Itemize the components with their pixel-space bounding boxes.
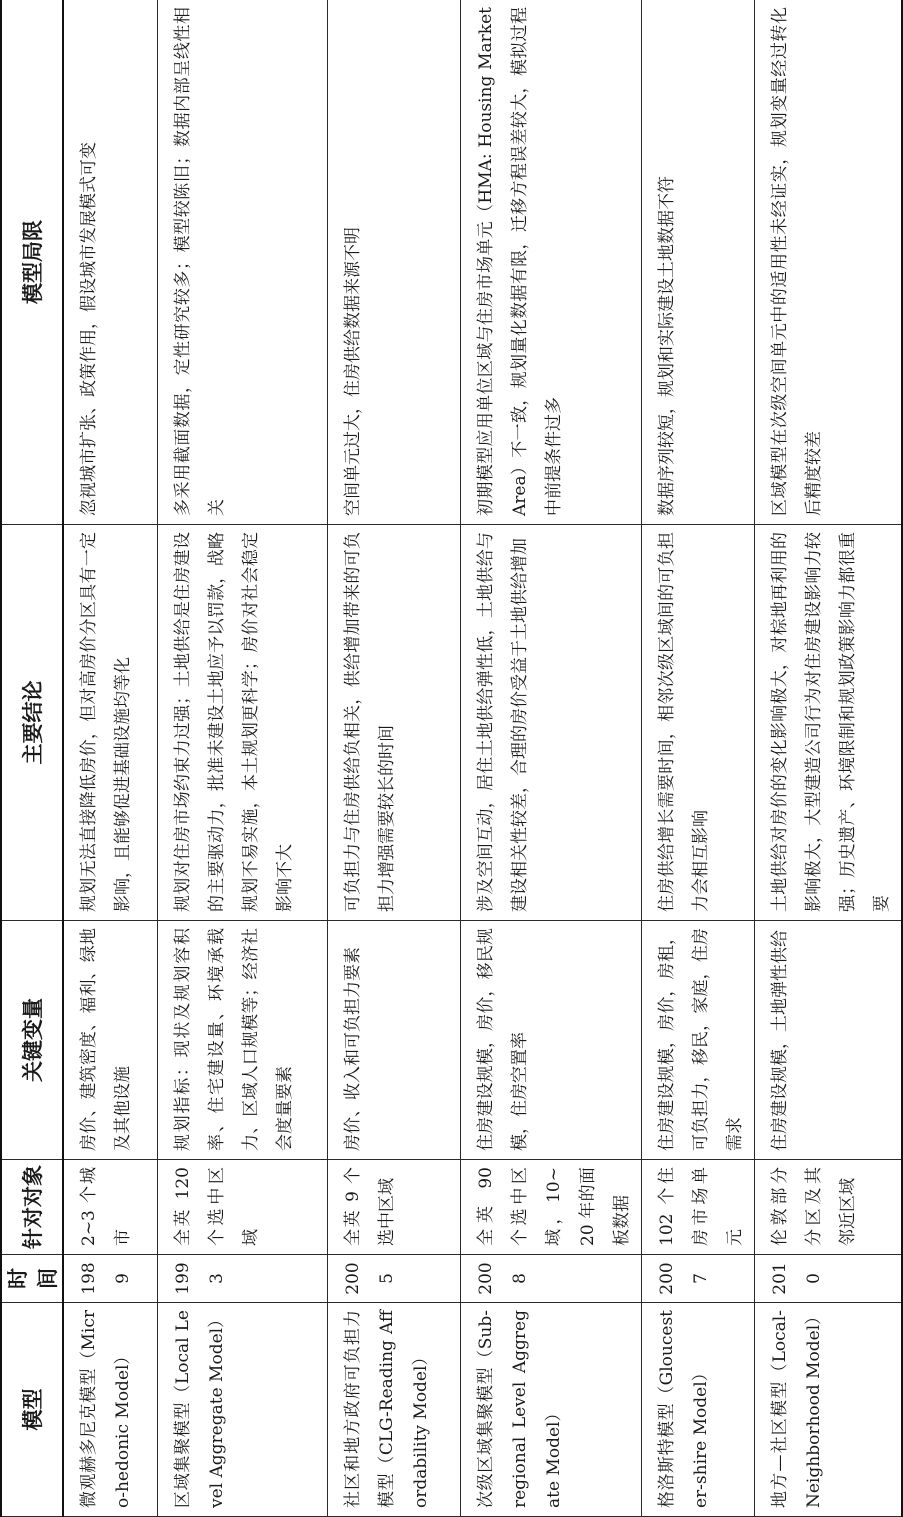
header-model: 模型: [1, 1303, 63, 1517]
cell-conclusion: 规划无法直接降低房价，但对高房价分区具有一定影响，且能够促进基础设施均等化: [63, 525, 157, 921]
cell-conclusion: 土地供给对房价的变化影响极大，对棕地再利用的影响极大，大型建造公司行为对住房建设影响力较强；历史遗产、环境限制和规划政策影响力都很重要: [754, 525, 902, 921]
cell-year: 1993: [157, 1255, 327, 1303]
table-row: [63, 0, 157, 1517]
cell-conclusion: 住房供给增长需要时间，相邻次级区域间的可负担力会相互影响: [641, 525, 754, 921]
cell-year: 2007: [641, 1255, 754, 1303]
cell-limits: 数据序列较短，规划和实际建设土地数据不符: [641, 0, 754, 525]
cell-variables: 住房建设规模，房价，房租，可负担力，移民，家庭，住房需求: [641, 921, 754, 1160]
cell-conclusion: 可负担力与住房供给负相关，供给增加带来的可负担力增强需要较长的时间: [327, 525, 460, 921]
table-row: [641, 0, 754, 1517]
cell-year: 2005: [327, 1255, 460, 1303]
cell-target: 102 个住房市场单元: [641, 1160, 754, 1255]
header-target: 针对对象: [1, 1160, 63, 1255]
cell-variables: 房价、建筑密度、福利、绿地及其他设施: [63, 921, 157, 1160]
header-variables: 关键变量: [1, 921, 63, 1160]
cell-year: 2008: [460, 1255, 641, 1303]
cell-target: 伦敦部分分区及其邻近区域: [754, 1160, 902, 1255]
cell-variables: 住房建设规模，房价，移民规模，住房空置率: [460, 921, 641, 1160]
cell-limits: 忽视城市扩张、政策作用，假设城市发展模式可变: [63, 0, 157, 525]
cell-limits: 初期模型应用单位区域与住房市场单元（HMA: Housing Market Area）不一致，规划量化数据有限，迁移方程误差较大，模拟过程中前提条件过多: [460, 0, 641, 525]
cell-limits: 区域模型在次级空间单元中的适用性未经证实，规划变量经过转化后精度较差: [754, 0, 902, 525]
cell-conclusion: 规划对住房市场约束力过强；土地供给是住房建设的主要驱动力，批准未建设土地应予以罚款，战略规划不易实施，本土规划更科学；房价对社会稳定影响不大: [157, 525, 327, 921]
header-year: 时间: [1, 1255, 63, 1303]
header-row: [1, 0, 63, 1517]
cell-limits: 多采用截面数据，定性研究较多；模型较陈旧；数据内部呈线性相关: [157, 0, 327, 525]
cell-target: 2~3 个城市: [63, 1160, 157, 1255]
cell-model: 微观赫多尼克模型（Micro-hedonic Model）: [63, 1303, 157, 1517]
table-row: [327, 0, 460, 1517]
cell-model: 格洛斯特模型（Gloucester-shire Model）: [641, 1303, 754, 1517]
cell-limits: 空间单元过大，住房供给数据来源不明: [327, 0, 460, 525]
cell-model: 地方—社区模型（Local-Neighborhood Model）: [754, 1303, 902, 1517]
cell-year: 2010: [754, 1255, 902, 1303]
cell-conclusion: 涉及空间互动，居住土地供给弹性低，土地供给与建设相关性较差，合理的房价受益于土地供给增加: [460, 525, 641, 921]
table-row: [157, 0, 327, 1517]
cell-model: 区域集聚模型（Local Level Aggregate Model）: [157, 1303, 327, 1517]
header-limits: 模型局限: [1, 0, 63, 525]
cell-year: 1989: [63, 1255, 157, 1303]
cell-model: 社区和地方政府可负担力模型（CLG-Reading Affordability Model）: [327, 1303, 460, 1517]
cell-target: 全英 90 个选中区域，10~20 年的面板数据: [460, 1160, 641, 1255]
cell-target: 全英 9 个选中区域: [327, 1160, 460, 1255]
cell-variables: 住房建设规模，土地弹性供给: [754, 921, 902, 1160]
cell-target: 全英 120 个选中区域: [157, 1160, 327, 1255]
cell-model: 次级区域集聚模型（Sub-regional Level Aggregate Model）: [460, 1303, 641, 1517]
cell-variables: 房价、收入和可负担力要素: [327, 921, 460, 1160]
header-conclusion: 主要结论: [1, 525, 63, 921]
table-row: [754, 0, 902, 1517]
cell-variables: 规划指标：现状及规划容积率、住宅建设量、环境承载力、区域人口规模等；经济社会度量要素: [157, 921, 327, 1160]
table-row: [460, 0, 641, 1517]
